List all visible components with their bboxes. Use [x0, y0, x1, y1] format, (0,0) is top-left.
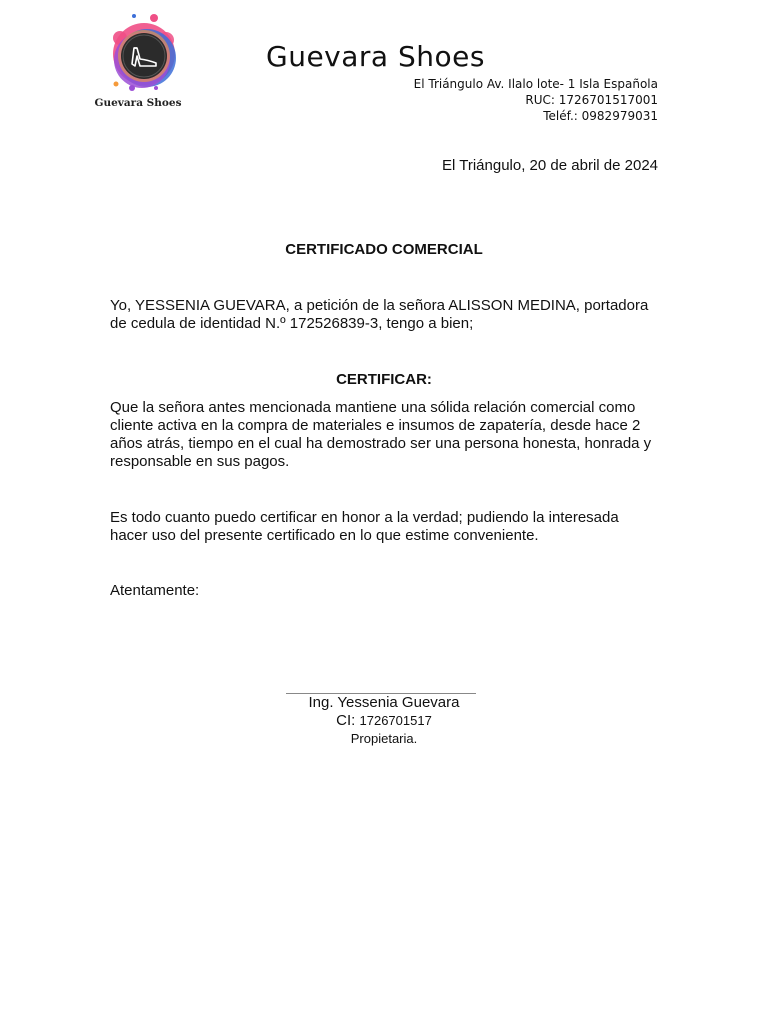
document-date: El Triángulo, 20 de abril de 2024: [442, 157, 658, 174]
phone-line: Teléf.: 0982979031: [543, 109, 658, 123]
shoe-logo-icon: [104, 12, 184, 97]
signatory-name: Ing. Yessenia Guevara: [308, 694, 460, 711]
logo-text: Guevara Shoes: [94, 97, 182, 109]
ci-label: CI:: [336, 712, 356, 729]
ci-number: 1726701517: [359, 713, 432, 728]
intro-paragraph: Yo, YESSENIA GUEVARA, a petición de la señora ALISSON MEDINA, portadora de cedula de identidad N.º 172526839-3, tengo a bien;: [110, 297, 649, 332]
address-line: El Triángulo Av. Ilalo lote- 1 Isla Española: [413, 77, 658, 91]
certify-heading: CERTIFICAR:: [336, 371, 432, 388]
company-address: [414, 76, 658, 124]
ruc-line: RUC: 1726701517001: [525, 93, 658, 107]
company-name: Guevara Shoes: [266, 40, 485, 73]
document-title: CERTIFICADO COMERCIAL: [285, 241, 483, 258]
signatory-role: Propietaria.: [350, 731, 418, 746]
signatory-id: [0, 712, 768, 729]
conclusion-paragraph: Es todo cuanto puedo certificar en honor a la verdad; pudiendo la interesada hacer uso del presente certificado en lo que estime conveniente.: [110, 509, 619, 544]
closing-salutation: Atentamente:: [110, 582, 200, 599]
body-paragraph: Que la señora antes mencionada mantiene una sólida relación comercial como cliente activa en la compra de materiales e insumos de zapatería, desde hace 2 años atrás, tiempo en el cual ha demostrado ser una persona honesta, honrada y responsable en sus pagos.: [110, 399, 652, 470]
company-logo: [94, 12, 190, 112]
